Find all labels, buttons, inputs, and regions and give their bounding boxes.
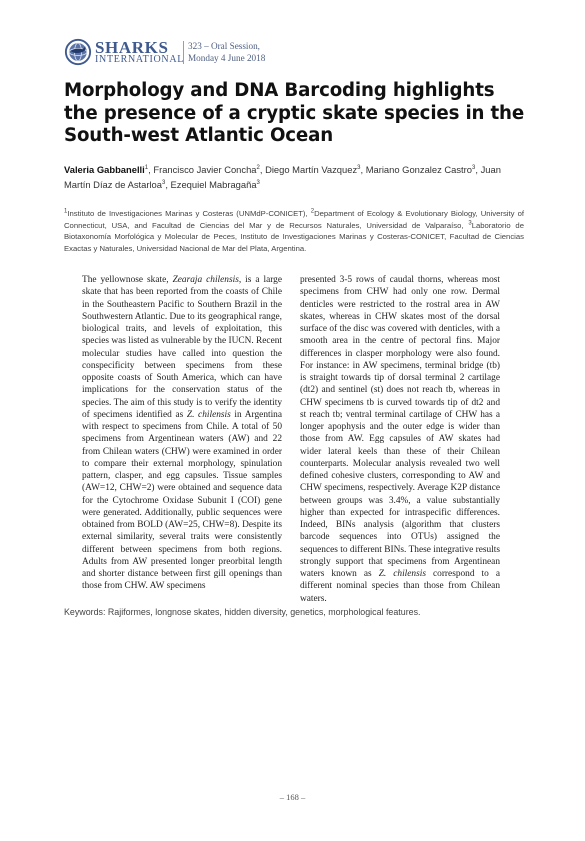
species-name: Zearaja chilensis [172, 275, 239, 285]
sharks-international-logo [64, 38, 184, 66]
author [171, 179, 260, 190]
author-name: Diego Martín Vazquez [265, 164, 358, 175]
author-list: Valeria Gabbanelli$^1$, Francisco Javier Concha$^2$, Diego Martín Vazquez$^3$, Mariano Gonzalez Castro$^3$, Juan Martín Díaz de Astarloa$^3$, Ezequiel Mabragaña$^3$ [64, 164, 501, 190]
species-name: Z. chilensis [378, 569, 426, 579]
author-name: Francisco Javier Concha [153, 164, 257, 175]
affiliation-marker: 1 [144, 164, 149, 171]
affiliation-number: 2 [310, 208, 315, 215]
author-name: Mariano Gonzalez Castro [365, 164, 473, 175]
affiliations [64, 208, 524, 254]
author-name: Valeria Gabbanelli [64, 164, 145, 175]
affiliation-marker: 3 [256, 179, 260, 186]
affiliation-marker: 3 [357, 164, 361, 171]
affiliation-marker: 2 [256, 164, 260, 171]
session-line-1: 323 – Oral Session, [188, 41, 260, 51]
logo-title: SHARKS [95, 38, 169, 57]
session-info [183, 41, 265, 64]
affiliation-text: Department of Ecology & Evolutionary Biology, University of Connecticut, USA, and Facultad de Ciencias del Mar y de Recursos Naturales, Universidad de Valparaíso, [64, 209, 524, 230]
page-number: – 168 – [279, 792, 306, 802]
abstract-text: in Argentina with respect to specimens from Chile. A total of 50 specimens from Argentinean waters (AW) and 22 from Chilean waters (CHW) were examined in order to compare their external morphology, spinulation pattern, clasper, and egg capsules. Tissue samples (AW=12, CHW=2) were obtained and sequence data for the Cytochrome Oxidase Subunit I (COI) gene were generated. Additionally, public sequences were obtained from BOLD (AW=25, CHW=8). Despite its external similarity, several traits were consistently different between specimens from both regions. Adults from AW presented longer preorbital length and shorter distance between first gill openings than those from CHW. AW specimens [82, 409, 282, 592]
keywords: Keywords: Rajiformes, longnose skates, hidden diversity, genetics, morphological features. [64, 607, 421, 617]
logo-subtitle: INTERNATIONAL [95, 54, 185, 65]
author [265, 164, 360, 175]
species-name: Z. chilensis [186, 409, 231, 420]
abstract-text: correspond to a different nominal species than those from Chilean waters. [300, 569, 500, 604]
author-name: Ezequiel Mabragaña [170, 178, 257, 190]
affiliation-number: 3 [468, 219, 472, 226]
affiliation-marker: 3 [161, 179, 166, 186]
author [153, 164, 260, 175]
affiliation-text: Instituto de Investigaciones Marinas y Costeras (UNMdP-CONICET), [67, 209, 311, 218]
abstract-text: , is a large skate that has been reported from the coasts of Chile in the Southeastern Pacific to Southern Brazil in the Southwestern Atlantic. Due to its geographical range, biological traits, and levels of exploitation, this species was listed as vulnerable by the IUCN. Recent molecular studies have called into question the conspecificity between specimens from these opposite coasts of South America, which can have implications for the conservation status of the species. The aim of this study is to verify the identity of specimens identified as [82, 275, 282, 420]
abstract-text: The yellownose skate, [82, 275, 173, 285]
globe-shark-icon [64, 38, 92, 66]
affiliation-marker: 3 [472, 164, 476, 171]
abstract-text: presented 3-5 rows of caudal thorns, whereas most specimens from CHW had only one row. Dermal denticles were restricted to the rostral area in AW skates, whereas in CHW skates most of the dorsal surface of the disc was covered with denticles, with a smooth area in the centre of pectoral fins. Major differences in clasper morphology were also found. For instance: in AW specimens, terminal bridge (tb) is straight towards tip of dorsal terminal 2 cartilage (dt2) and sentinel (st) does not reach tb, whereas in CHW specimens tb is curved towards tip of dt2 and st reach tb; ventral terminal cartilage of CHW has a longer apophysis and the outer edge is wider than those from AW. Egg capsules of AW skates had wider lateral keels than these of their Chilean counterparts. Molecular analysis revealed two well defined cohesive clusters, corresponding to AW and CHW specimens, respectively. Average K2P distance between groups was 3.4%, a value substantially higher than expected for intraspecific differences. Indeed, BINs analysis (algorithm that clusters barcode sequences into OTUs) assigned the sequences to different BINs. These integrative results strongly support that specimens from Argentinean waters known as [300, 275, 500, 579]
author [64, 164, 148, 175]
author-name: Juan Martín Díaz de Astarloa [64, 164, 501, 190]
affiliation-number: 1 [64, 208, 68, 215]
paper-title: Morphology and DNA Barcoding highlights the presence of a cryptic skate species in the South-west Atlantic Ocean [64, 80, 525, 147]
abstract-column-left [82, 274, 282, 593]
author [366, 164, 476, 175]
affiliation-text: Laboratorio de Biotaxonomía Morfológica y Molecular de Peces, Instituto de Investigaciones Marinas y Costeras-CONICET, Facultad de Ciencias Exactas y Naturales, Universidad Nacional de Mar del Plata, Argentina. [64, 220, 524, 253]
session-line-2: Monday 4 June 2018 [188, 52, 266, 63]
abstract-column-right [300, 274, 500, 605]
